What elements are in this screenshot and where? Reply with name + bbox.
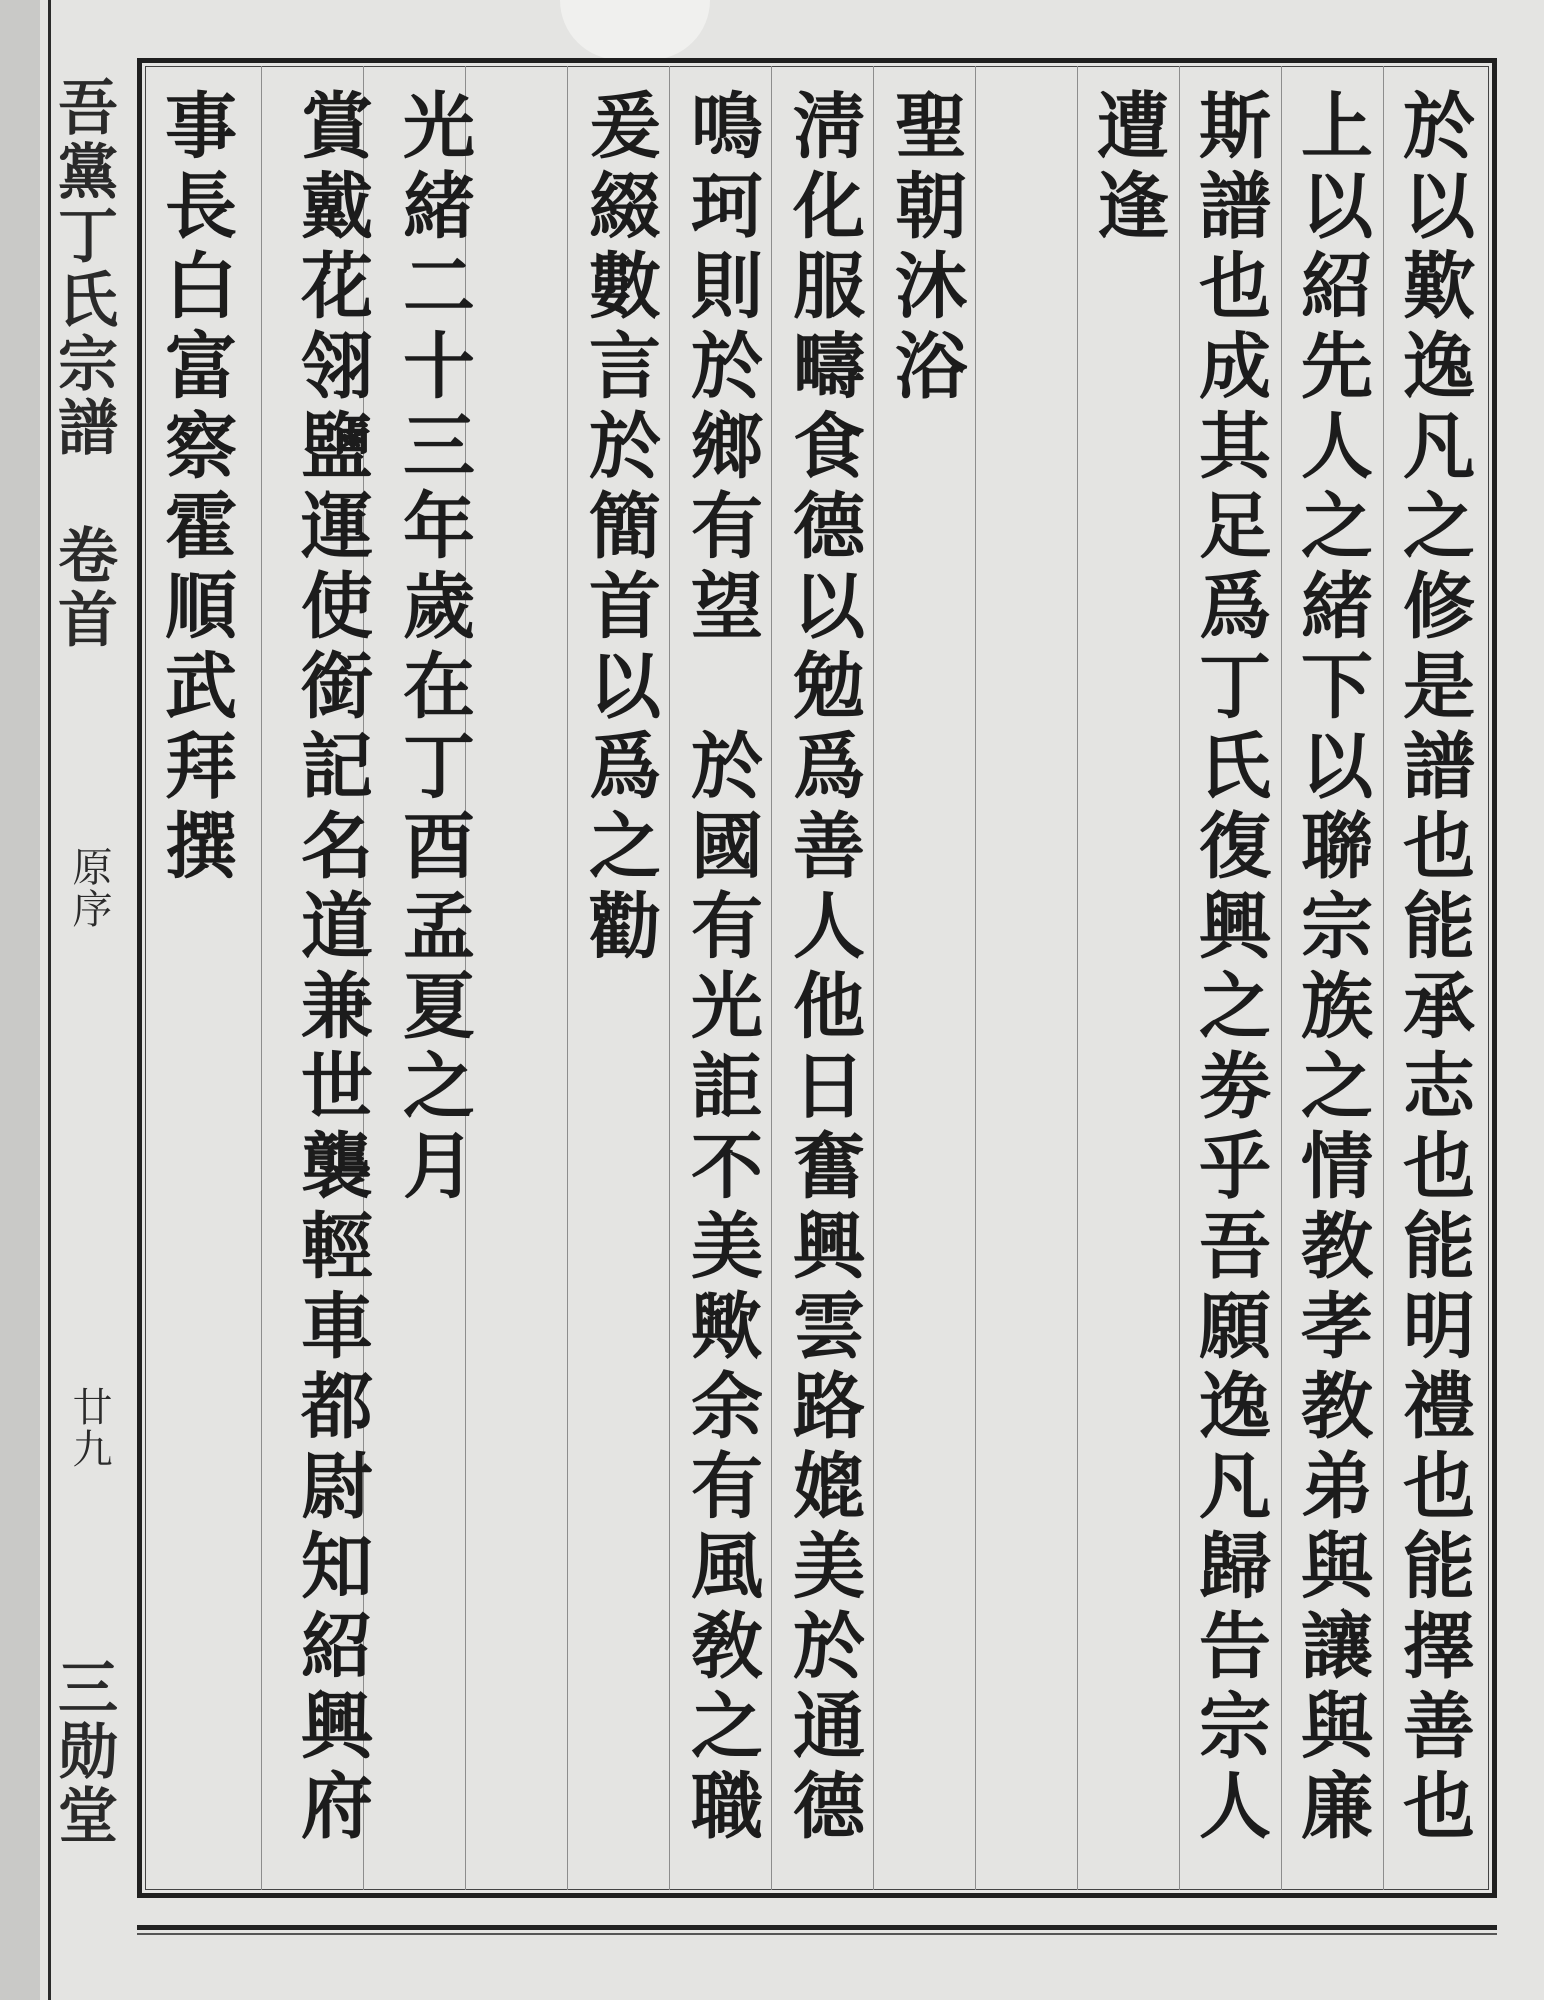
text-column-4: 遭逢 bbox=[1085, 88, 1170, 248]
column-divider bbox=[873, 66, 874, 1890]
column-divider bbox=[771, 66, 772, 1890]
torn-paper-mark bbox=[560, 0, 710, 60]
text-column-11: 事長白富察霍順武拜撰 bbox=[153, 88, 238, 888]
text-column-2: 上以紹先人之緒下以聯宗族之情教孝教弟與讓與廉 bbox=[1289, 88, 1374, 1848]
column-divider bbox=[1383, 66, 1384, 1890]
text-column-7: 鳴珂則於鄉有望 於國有光詎不美歟余有風敎之職 bbox=[679, 88, 764, 1848]
column-divider bbox=[261, 66, 262, 1890]
section-label: 原序 bbox=[66, 846, 112, 930]
column-divider bbox=[669, 66, 670, 1890]
text-column-3: 斯譜也成其足爲丁氏復興之劵乎吾願逸凡歸告宗人 bbox=[1187, 88, 1272, 1848]
binding-edge bbox=[0, 0, 40, 2000]
page-number: 廿九 bbox=[66, 1386, 112, 1470]
bottom-rule bbox=[137, 1925, 1497, 1935]
column-divider bbox=[975, 66, 976, 1890]
column-divider bbox=[567, 66, 568, 1890]
hall-name: 三勋堂 bbox=[48, 1656, 118, 1848]
text-column-1: 於以歎逸凡之修是譜也能承志也能明禮也能擇善也 bbox=[1391, 88, 1476, 1848]
spine-margin bbox=[48, 66, 126, 1890]
book-title: 吾黨丁氏宗譜 卷首 bbox=[48, 76, 118, 652]
text-column-5: 聖朝沐浴 bbox=[883, 88, 968, 408]
text-column-8: 爰綴數言於簡首以爲之勸 bbox=[577, 88, 662, 968]
column-divider bbox=[1179, 66, 1180, 1890]
text-column-6: 淸化服疇食德以勉爲善人他日奮興雲路媲美於通德 bbox=[781, 88, 866, 1848]
column-divider bbox=[1077, 66, 1078, 1890]
text-column-10: 賞戴花翎鹽運使銜記名道兼世襲輕車都尉知紹興府 bbox=[289, 88, 374, 1848]
column-divider bbox=[1281, 66, 1282, 1890]
text-column-9: 光緒二十三年歲在丁酉孟夏之月 bbox=[391, 88, 476, 1208]
